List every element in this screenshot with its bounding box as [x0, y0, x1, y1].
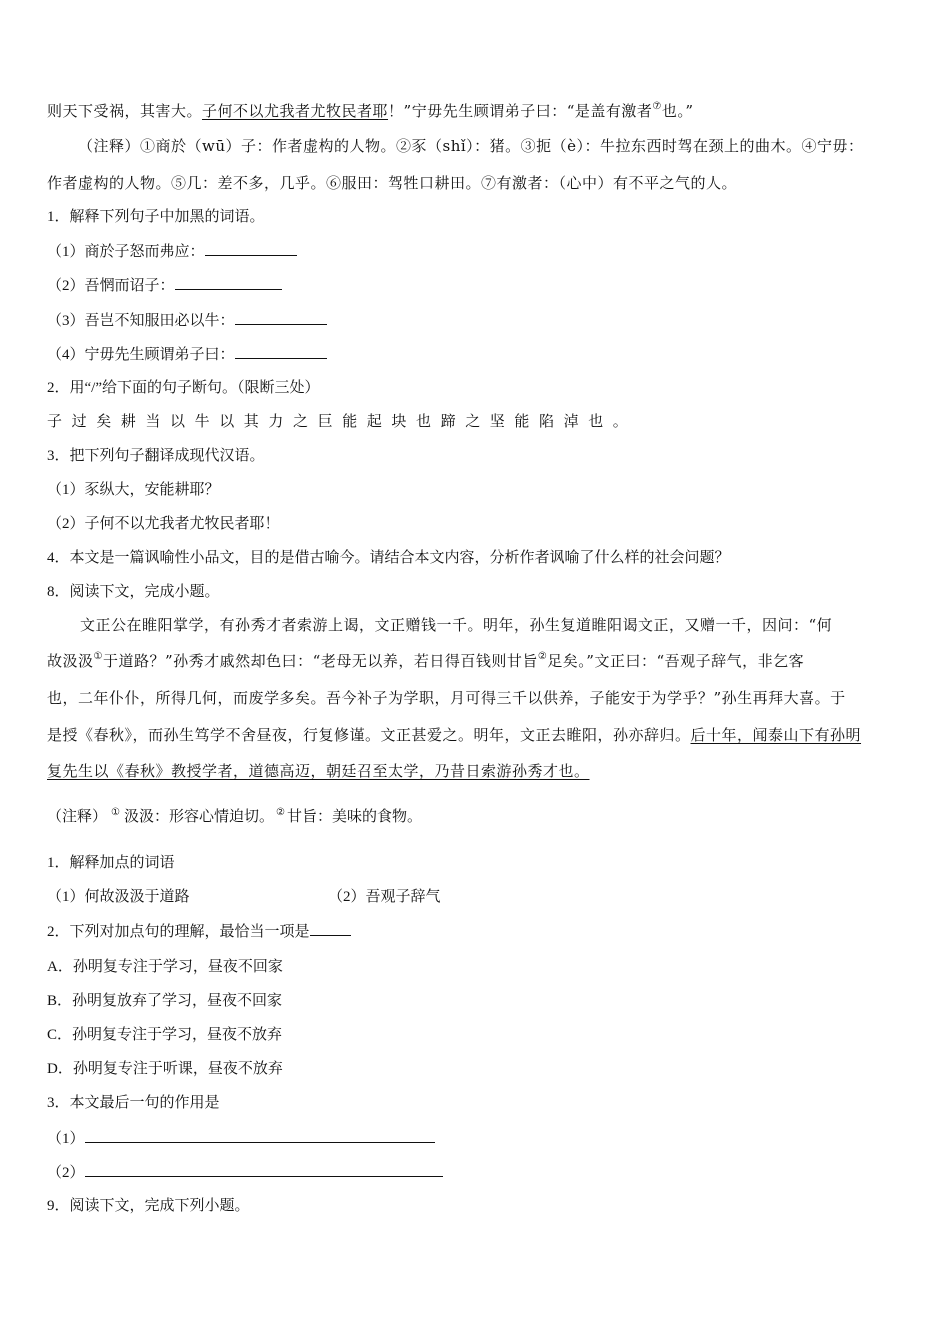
question-1-item-2: [47, 275, 282, 296]
section-8-question-2-title: [47, 921, 351, 942]
footnote-marker: ⑦: [652, 101, 662, 112]
question-2-title: 2．用“/”给下面的句子断句。（限断三处）: [47, 380, 320, 396]
option-c[interactable]: C．孙明复专注于学习，昼夜不放弃: [47, 1027, 283, 1043]
annotation-8: [47, 807, 422, 827]
text: ！”宁毋先生顾谓弟子曰：“是盖有激者: [388, 102, 653, 120]
question-3-item-1: （1）豕纵大，安能耕耶？: [47, 482, 220, 498]
answer-blank[interactable]: [85, 1162, 443, 1177]
text: 汲汲：形容心情迫切。: [123, 809, 274, 825]
option-b[interactable]: B．孙明复放弃了学习，昼夜不回家: [47, 993, 283, 1009]
answer-blank[interactable]: [235, 310, 327, 325]
question-3-title: 3．把下列句子翻译成现代汉语。: [47, 448, 265, 464]
question-1-item-3: [47, 310, 327, 331]
item-text: （1）商於子怒而弗应：: [47, 244, 205, 260]
item-text: （3）吾岂不知服田必以牛：: [47, 313, 235, 329]
text: 故汲汲: [47, 652, 94, 670]
section-8-question-3-title: 3．本文最后一句的作用是: [47, 1095, 220, 1111]
option-a[interactable]: A．孙明复专注于学习，昼夜不回家: [47, 959, 283, 975]
question-3-item-2: （2）子何不以尤我者尤牧民者耶！: [47, 516, 280, 532]
footnote-marker: ①: [111, 807, 120, 818]
section-9-title: 9．阅读下文，完成下列小题。: [47, 1198, 250, 1214]
passage-8-line-5: 复先生以《春秋》教授学者，道德高迈，朝廷召至太学，乃昔日索游孙秀才也。: [47, 762, 590, 780]
underlined-sentence: 后十年，闻泰山下有孙明: [690, 726, 862, 744]
passage-8-line-4: [47, 725, 861, 745]
passage-8-line-3: 也，二年仆仆，所得几何，而废学多矣。吾今补子为学职，月可得三千以供养，子能安于为学乎？”孙生再拜大喜。于: [47, 689, 846, 707]
section-8-question-3-item-2: [47, 1162, 443, 1183]
passage-line-1: [47, 101, 694, 121]
question-2-sentence: 子过矣耕当以牛以其力之巨能起块也蹄之坚能陷淖也。: [47, 414, 638, 430]
answer-blank[interactable]: [85, 1128, 435, 1143]
option-d[interactable]: D．孙明复专注于听课，昼夜不放弃: [47, 1061, 283, 1077]
footnote-marker: ①: [93, 651, 103, 662]
underlined-sentence: 子何不以尤我者尤牧民者耶: [202, 102, 389, 120]
section-8-question-1-title: 1．解释加点的词语: [47, 855, 175, 871]
item-text: （4）宁毋先生顾谓弟子曰：: [47, 347, 235, 363]
question-4: 4．本文是一篇讽喻性小品文，目的是借古喻今。请结合本文内容，分析作者讽喻了什么样的社会问题？: [47, 550, 730, 566]
question-1-item-1: [47, 241, 297, 262]
footnote-marker: ②: [537, 651, 548, 662]
text: （注释）: [47, 809, 108, 825]
section-8-question-1-item-1: （1）何故汲汲于道路: [47, 889, 190, 905]
section-8-question-3-item-1: [47, 1128, 435, 1149]
text: 甘旨：美味的食物。: [286, 809, 422, 825]
passage-8-line-2: [47, 651, 804, 671]
question-1-item-4: [47, 344, 327, 365]
text: （2）: [47, 1165, 85, 1181]
item-text: （2）吾惘而诏子：: [47, 278, 175, 294]
text: 则天下受祸，其害大。: [47, 102, 203, 120]
text: 2．下列对加点句的理解，最恰当一项是: [47, 924, 310, 940]
text: 是授《春秋》，而孙生笃学不舍昼夜，行复修谨。文正甚爱之。明年，文正去睢阳，孙亦辞归。: [47, 726, 691, 744]
text: 足矣。”文正曰：“吾观子辞气，非乞客: [547, 652, 805, 670]
text: （1）: [47, 1131, 85, 1147]
answer-blank[interactable]: [235, 344, 327, 359]
passage-8-line-1: 文正公在睢阳掌学，有孙秀才者索游上谒，文正赠钱一千。明年，孙生复道睢阳谒文正，又赠一千，因问：“何: [80, 616, 833, 634]
footnote-marker: ②: [276, 807, 285, 818]
answer-blank[interactable]: [205, 241, 297, 256]
section-8-title: 8．阅读下文，完成小题。: [47, 584, 220, 600]
section-8-question-1-item-2: （2）吾观子辞气: [328, 889, 441, 905]
annotation-line-1: （注释）①商於（wū）子：作者虚构的人物。②豕（shǐ）：猪。③扼（è）：牛拉东西时驾在颈上的曲木。④宁毋：: [78, 137, 864, 155]
question-1-title: 1．解释下列句子中加黑的词语。: [47, 209, 265, 225]
annotation-line-2: 作者虚构的人物。⑤几：差不多，几乎。⑥服田：驾牲口耕田。⑦有激者：（心中）有不平之气的人。: [47, 174, 738, 192]
text: 也。”: [661, 102, 694, 120]
answer-blank[interactable]: [310, 921, 351, 936]
text: 于道路？”孙秀才戚然却色曰：“老母无以养，若日得百钱则甘旨: [102, 652, 538, 670]
answer-blank[interactable]: [175, 275, 282, 290]
